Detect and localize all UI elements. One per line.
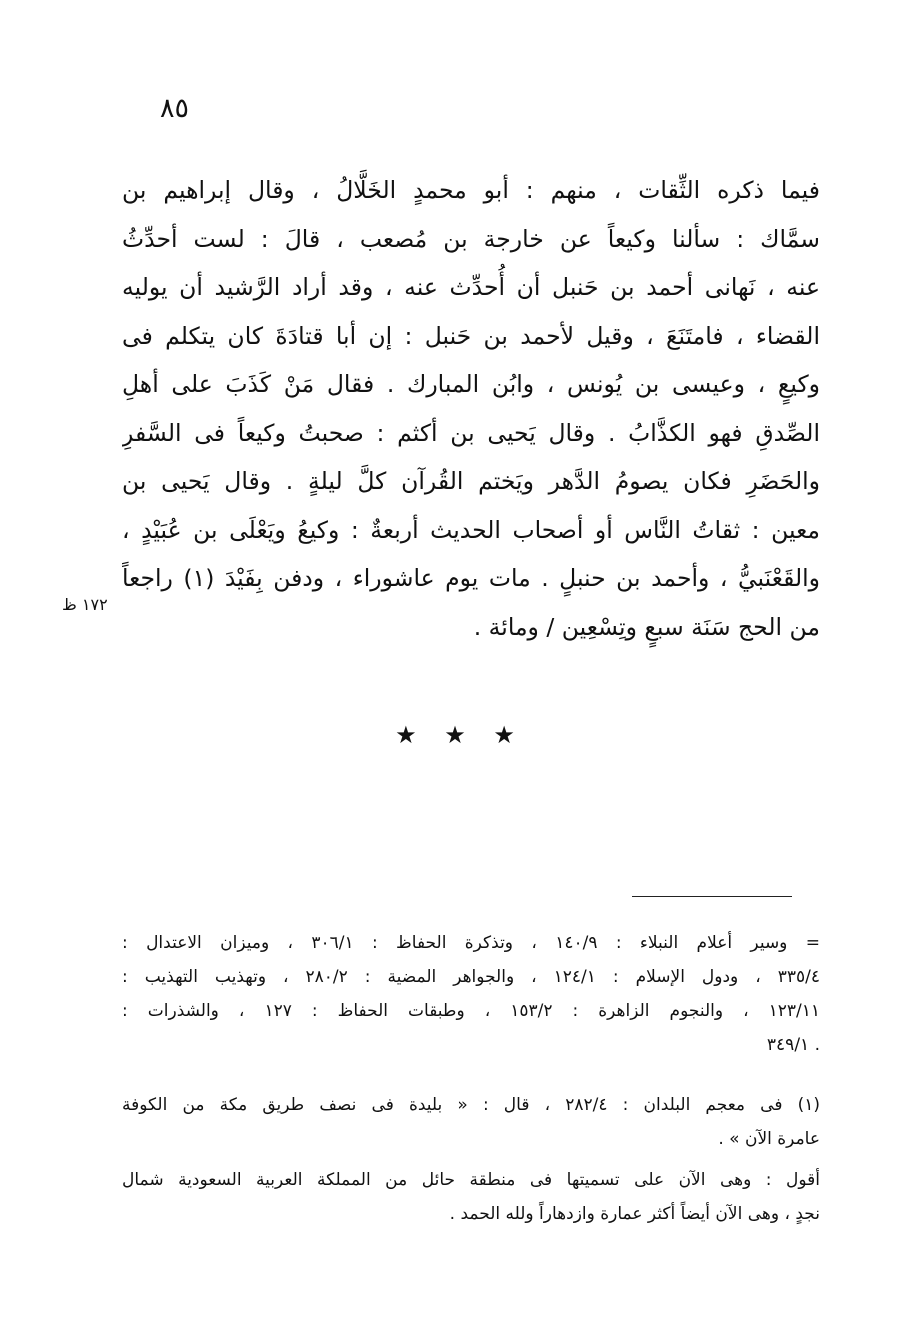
main-text-line: القضاء ، فامتَنَعَ ، وقيل لأحمد بن حَنبل : إن أبا قتادَةَ كان يتكلم فى xyxy=(122,321,820,350)
editor-comment xyxy=(122,1163,820,1231)
footnote-line: (١) فى معجم البلدان : ٢٨٢/٤ ، قال : « بليدة فى نصف طريق مكة من الكوفة xyxy=(122,1095,820,1115)
main-text-line: من الحج سَنَة سبعٍ وتِسْعِين / ومائة . xyxy=(473,612,820,641)
main-text-line: فيما ذكره الثِّقات ، منهم : أبو محمدٍ الخَلَّالُ ، وقال إبراهيم بن xyxy=(122,176,820,204)
main-text-line: والقَعْنَبيُّ ، وأحمد بن حنبلٍ . مات يوم عاشوراء ، ودفن بِفَيْدَ (١) راجعاً xyxy=(122,564,820,592)
page-number: ٨٥ xyxy=(160,93,190,124)
main-text-line: سمَّاك : سألنا وكيعاً عن خارجة بن مُصعب ، قالَ : لست أحدِّثُ xyxy=(122,224,820,253)
footnote-divider xyxy=(632,896,792,897)
footnote-line: أقول : وهى الآن على تسميتها فى منطقة حائل من المملكة العربية السعودية شمال xyxy=(122,1170,820,1190)
section-separator-stars: ★ ★ ★ xyxy=(395,721,525,749)
main-text-line: والحَضَرِ فكان يصومُ الدَّهر ويَختم القُرآن كلَّ ليلةٍ . وقال يَحيى بن xyxy=(122,467,820,495)
footnote-line: نجدٍ ، وهى الآن أيضاً أكثر عمارة وازدهاراً ولله الحمد . xyxy=(449,1204,820,1224)
main-text-line: الصِّدقِ فهو الكذَّابُ . وقال يَحيى بن أكثم : صحبتُ وكيعاً فى السَّفرِ xyxy=(122,418,820,447)
main-text-line: معين : ثقاتُ النَّاس أو أصحاب الحديث أربعةٌ : وكيعُ ويَعْلَى بن عُبَيْدٍ ، xyxy=(122,515,820,544)
main-text-line: عنه ، نَهانى أحمد بن حَنبل أن أُحدِّث عنه ، وقد أراد الرَّشيد أن يوليه xyxy=(122,273,820,301)
main-text-line: وكيعٍ ، وعيسى بن يُونس ، وابُن المبارك . فقال مَنْ كَذَبَ على أهلِ xyxy=(122,370,820,398)
footnote-line: ٣٣٥/٤ ، ودول الإسلام : ١٢٤/١ ، والجواهر المضية : ٢٨٠/٢ ، وتهذيب التهذيب : xyxy=(122,967,820,987)
footnote-line: ١٢٣/١١ ، والنجوم الزاهرة : ١٥٣/٢ ، وطبقات الحفاظ : ١٢٧ ، والشذرات : xyxy=(122,1001,820,1021)
footnote-1 xyxy=(122,1088,820,1156)
footnote-line: = وسير أعلام النبلاء : ١٤٠/٩ ، وتذكرة الحفاظ : ٣٠٦/١ ، وميزان الاعتدال : xyxy=(122,933,820,953)
footnote-line: . ٣٤٩/١ xyxy=(766,1035,820,1055)
manuscript-folio-reference: ١٧٢ ظ xyxy=(62,595,108,614)
footnote-continuation xyxy=(122,926,820,1062)
footnote-line: عامرة الآن » . xyxy=(718,1129,820,1149)
main-text-block xyxy=(122,166,820,651)
